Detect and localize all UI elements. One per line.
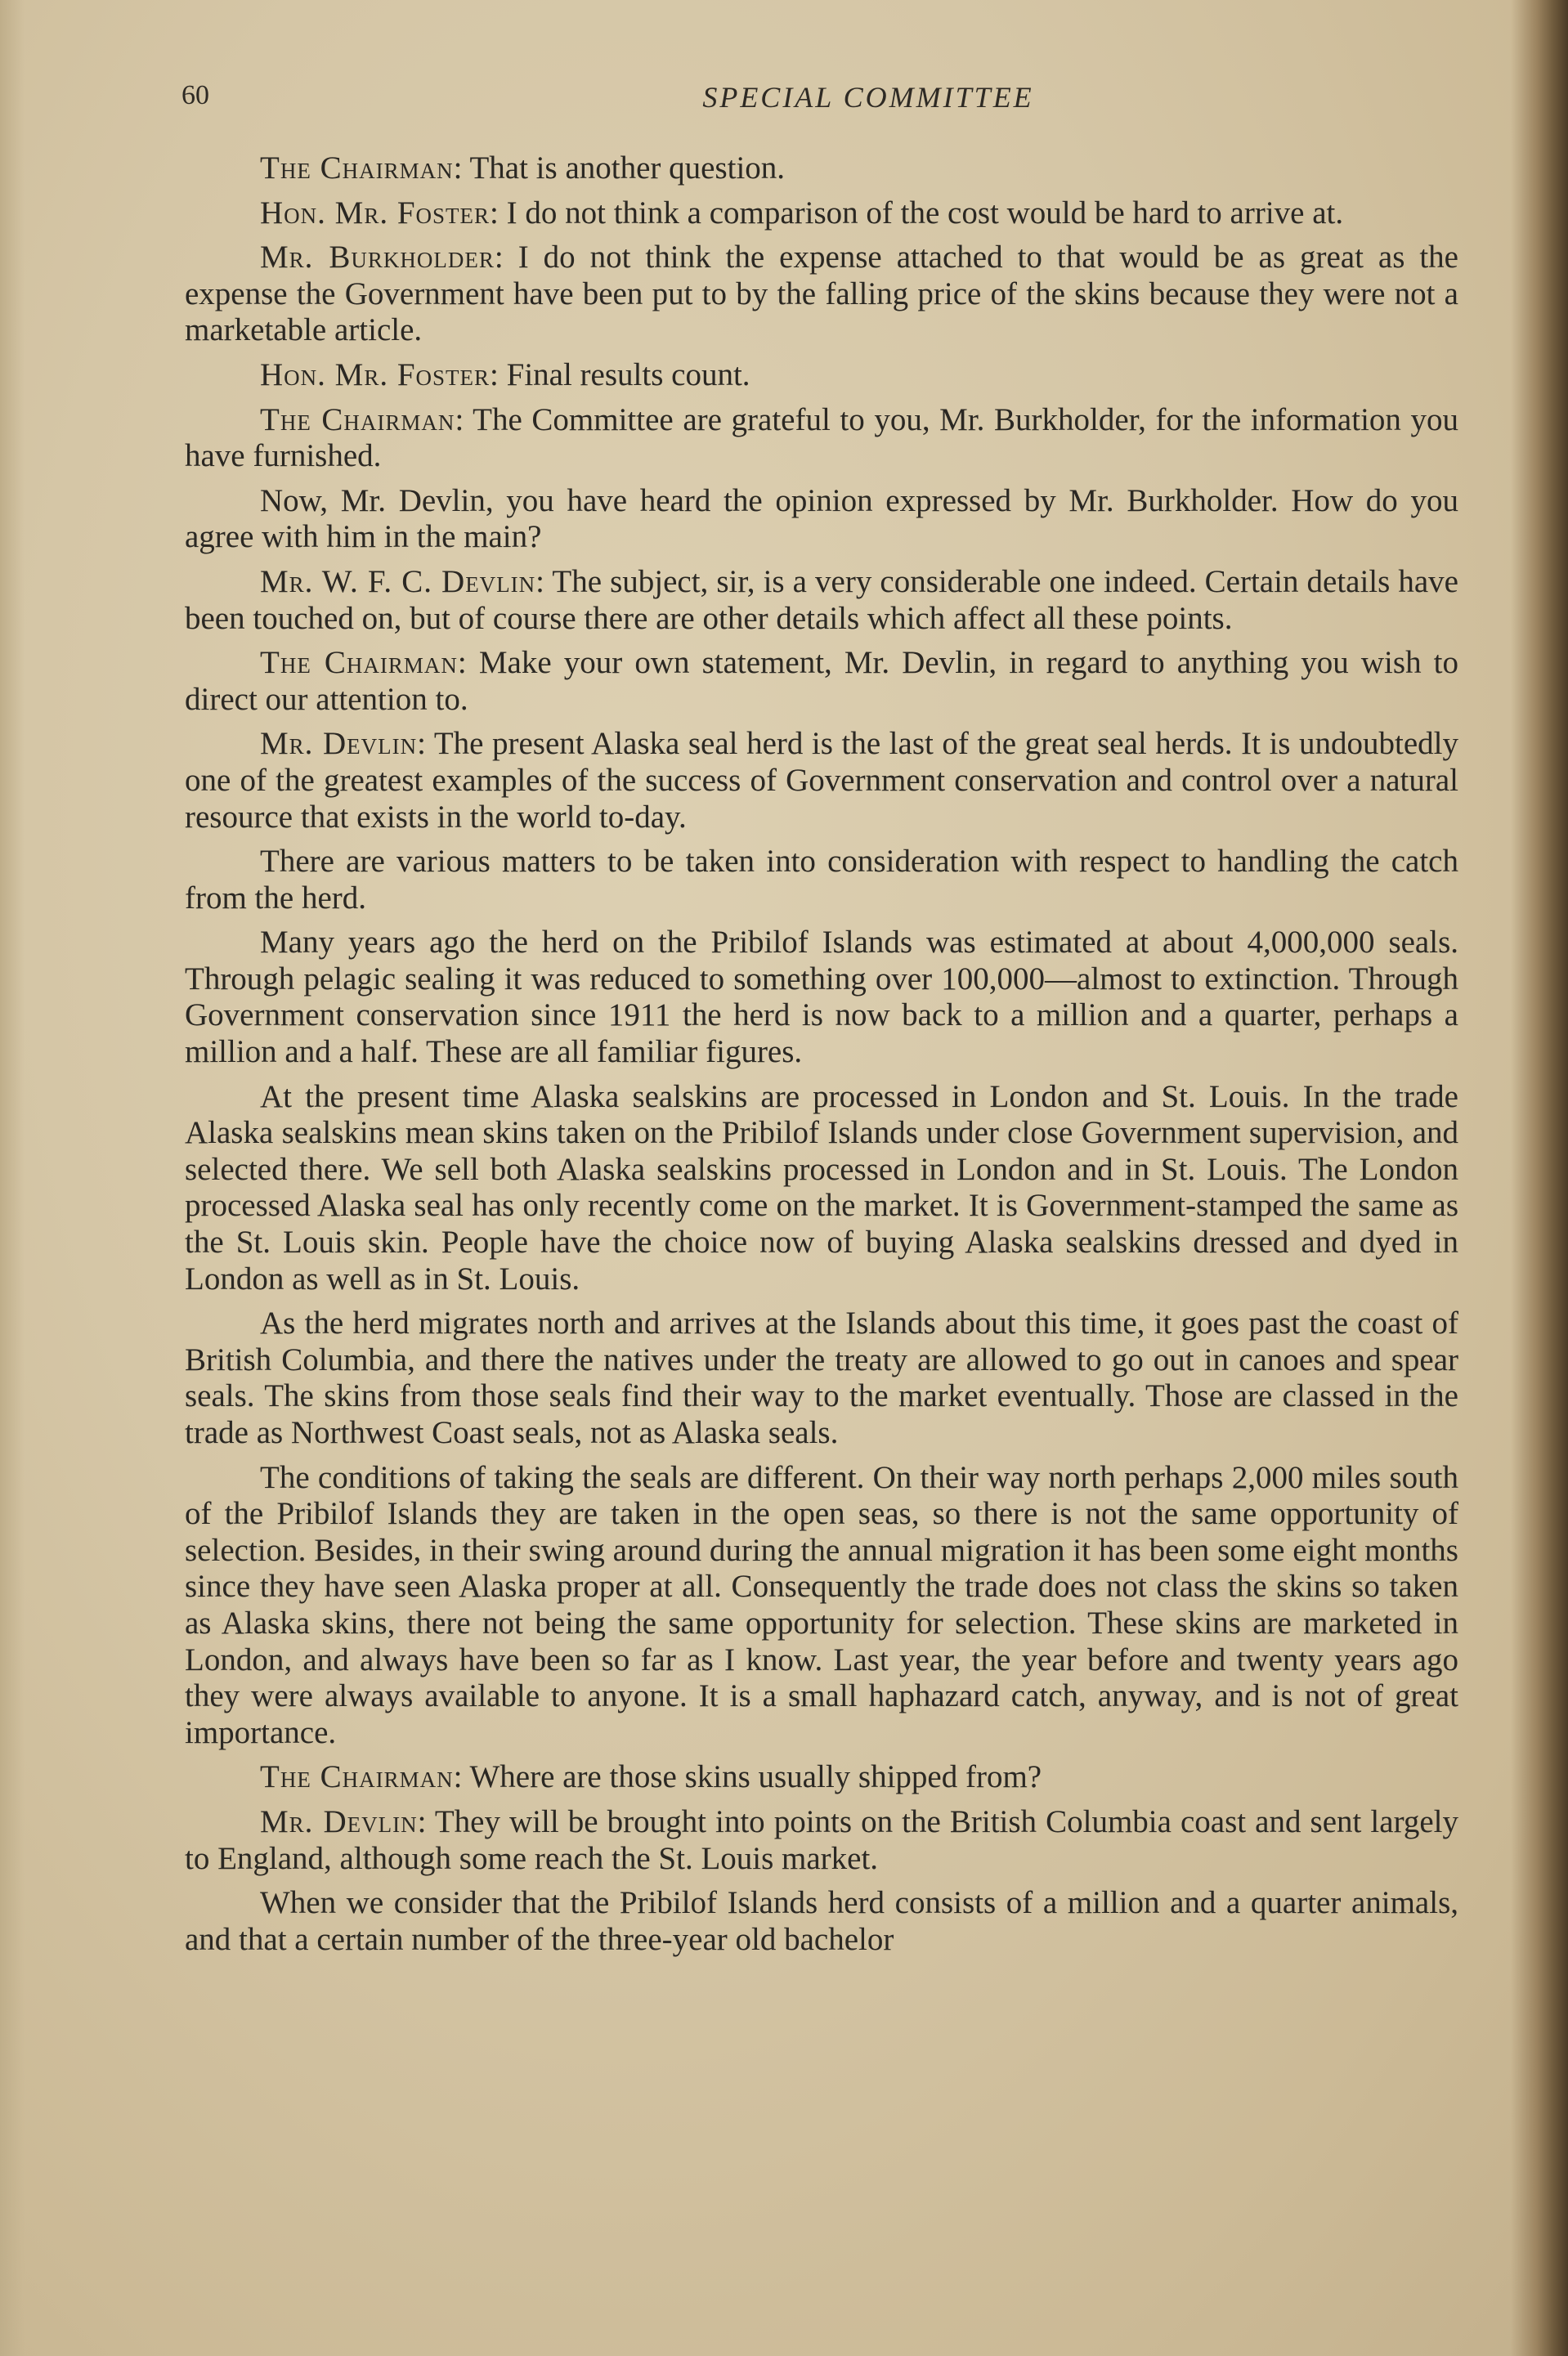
paragraph: Mr. W. F. C. Devlin: The subject, sir, is a very considerable one indeed. Certain details have been touched on, but of course there are other details which affect all these points.: [185, 563, 1458, 636]
paragraph: [185, 925, 1458, 1070]
speaker-name: The Chairman: [260, 401, 455, 437]
paragraph-text: The present Alaska seal herd is the last of the great seal herds. It is undoubtedly one of the greatest examples of the success of Government conservation and control over a natural resource that exists in the world to-day.: [185, 726, 1458, 835]
speaker-name: The Chairman: [260, 645, 458, 681]
paragraph-text: That is another question.: [469, 150, 786, 186]
paragraph-text: When we consider that the Pribilof Islands herd consists of a million and a quarter animals, and that a certain number of the three-year old bachelor: [185, 1885, 1458, 1957]
paragraph: Mr. Burkholder: I do not think the expense attached to that would be as great as the expense the Government have been put to by the falling price of the skins because they were not a marketable article.: [185, 240, 1458, 348]
paragraph-text: I do not think a comparison of the cost would be hard to arrive at.: [506, 195, 1344, 231]
paragraph: [185, 1460, 1458, 1752]
paragraph: [185, 1079, 1458, 1298]
paragraph: The Chairman: Make your own statement, Mr. Devlin, in regard to anything you wish to direct our attention to.: [185, 645, 1458, 717]
paragraph-text: Final results count.: [506, 356, 750, 392]
paragraph: The Chairman: That is another question.: [260, 150, 786, 186]
paragraph: Hon. Mr. Foster: Final results count.: [260, 356, 750, 392]
paragraph-text: Where are those skins usually shipped from?: [469, 1759, 1042, 1795]
paragraph: [185, 1885, 1458, 1958]
paragraph-text: Now, Mr. Devlin, you have heard the opinion expressed by Mr. Burkholder. How do you agree with him in the main?: [185, 482, 1458, 555]
paragraph-text: I do not think the expense attached to that would be as great as the expense the Government have been put to by the falling price of the skins because they were not a marketable article.: [185, 240, 1458, 348]
paragraph-text: Many years ago the herd on the Pribilof Islands was estimated at about 4,000,000 seals. Through pelagic sealing it was reduced to something over 100,000—almost to extinction. Through Government conservation since 1911 the herd is now back to a million and a quarter, perhaps a million and a half. These are all familiar figures.: [185, 925, 1458, 1070]
paragraph: [185, 483, 1458, 556]
paragraph: Mr. Devlin: They will be brought into points on the British Columbia coast and sent largely to England, although some reach the St. Louis market.: [185, 1803, 1458, 1876]
paragraph: Mr. Devlin: The present Alaska seal herd is the last of the great seal herds. It is undoubtedly one of the greatest examples of the success of Government conservation and control over a natural resource that exists in the world to-day.: [185, 726, 1458, 835]
paragraph-text: As the herd migrates north and arrives at the Islands about this time, it goes past the coast of British Columbia, and there the natives under the treaty are allowed to go out in canoes and spear seals. The skins from those seals find their way to the market eventually. Those are classed in the trade as Northwest Coast seals, not as Alaska seals.: [185, 1306, 1458, 1450]
speaker-name: The Chairman: [260, 150, 454, 186]
paragraph-text: Make your own statement, Mr. Devlin, in regard to anything you wish to direct our attention to.: [185, 645, 1458, 717]
paragraph: [185, 1306, 1458, 1451]
running-header: [181, 80, 1457, 126]
page-number: 60: [181, 80, 209, 110]
speaker-name: Mr. W. F. C. Devlin: [260, 563, 536, 599]
paragraph: Hon. Mr. Foster: I do not think a comparison of the cost would be hard to arrive at.: [260, 195, 1344, 231]
paragraph-text: The conditions of taking the seals are different. On their way north perhaps 2,000 miles south of the Pribilof Islands they are taken in the open seas, so there is not the same opportunity of selection. Besides, in their swing around during the annual migration it has been some eight months since they have seen Alaska proper at all. Consequently the trade does not class the skins so taken as Alaska skins, there not being the same opportunity for selection. These skins are marketed in London, and always have been so far as I know. Last year, the year before and twenty years ago they were always available to anyone. It is a small haphazard catch, anyway, and is not of great importance.: [185, 1459, 1458, 1750]
speaker-name: The Chairman: [260, 1759, 454, 1795]
paragraph-text: At the present time Alaska sealskins are processed in London and St. Louis. In the trade Alaska sealskins mean skins taken on the Pribilof Islands under close Government supervision, and selected there. We sell both Alaska sealskins processed in London and in St. Louis. The London processed Alaska seal has only recently come on the market. It is Government-stamped the same as the St. Louis skin. People have the choice now of buying Alaska sealskins dressed and dyed in London as well as in St. Louis.: [185, 1078, 1458, 1297]
paragraph-text: The Committee are grateful to you, Mr. Burkholder, for the information you have furnished.: [185, 401, 1459, 474]
paragraph-text: There are various matters to be taken into consideration with respect to handling the catch from the herd.: [185, 844, 1458, 916]
speaker-name: Mr. Devlin: [260, 1803, 418, 1839]
speaker-name: Mr. Devlin: [260, 726, 418, 762]
page-left-shadow: [0, 0, 25, 2356]
paragraph-text: They will be brought into points on the British Columbia coast and sent largely to England, although some reach the St. Louis market.: [185, 1803, 1458, 1876]
paragraph: [185, 844, 1458, 916]
speaker-name: Hon. Mr. Foster: [260, 356, 491, 392]
body-text: [185, 150, 1458, 1966]
paragraph: The Chairman: Where are those skins usually shipped from?: [260, 1759, 1042, 1795]
speaker-name: Hon. Mr. Foster: [260, 195, 491, 231]
speaker-name: Mr. Burkholder: [260, 240, 495, 275]
paragraph: The Chairman: The Committee are grateful to you, Mr. Burkholder, for the information you have furnished.: [185, 401, 1459, 474]
running-title: SPECIAL COMMITTEE: [702, 81, 1034, 114]
paragraph-text: The subject, sir, is a very considerable one indeed. Certain details have been touched on, but of course there are other details which affect all these points.: [185, 563, 1458, 636]
page-binding-edge: [1511, 0, 1568, 2356]
